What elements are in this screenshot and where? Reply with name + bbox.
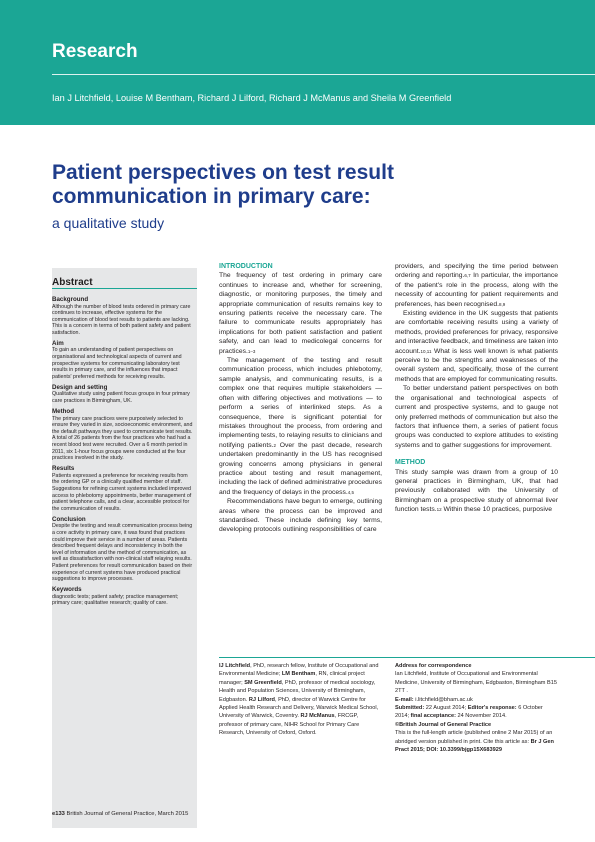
correspondence-heading: Address for correspondence — [395, 663, 472, 669]
body-paragraph: To better understand patient perspectives on both the organisational and technological aspects of current and prospective systems, and to gauge not only preferred methods of communication but also the factors that influence them, a series of patient focus groups was conducted to explore attitudes to existing systems and to gather suggestions for improvement. — [395, 385, 558, 449]
body-paragraph: The management of the testing and result communication process, which includes phlebotomy, sample analysis, and communicating results, is a complex one that requires multiple stakeholders — often with differing objectives and motivations — to perform a series of interlinked steps. As a consequence, there is significant potential for mistakes throughout the process, from ordering and implementing tests, to relaying results to clinicians and notifying patients.$^2$ Over the past decade, research undertaken predominantly in the US has recognised growing concerns among physicians in general practice about testing and result management, including the lack of defined administrative procedures and the frequency of delays in the process.$^{4,5}$ — [219, 357, 382, 496]
method-heading: METHOD — [395, 459, 426, 467]
abstract-section-text: The primary care practices were purposively selected to ensure they varied in size, socioeconomic environment, and the default pathways they used to communicate test results. A total of 26 patients from the four practices who had had a recent blood test were recruited. Over a 6 month period in 2011, six 1-hour focus groups were conducted at the four practices involved in the study. — [52, 415, 193, 462]
abstract-section-text: Qualitative study using patient focus groups in four primary care practices in Birmingham, UK. — [52, 391, 190, 405]
body-column-left — [219, 262, 382, 535]
correspondence-email: E-mail: i.litchfield@bham.ac.uk — [395, 696, 473, 703]
page-footer — [52, 811, 188, 817]
abstract-section-text: Despite the testing and result communication process being a core activity in primary care, it was found that practices could improve their service in a number of areas. Patients described frequent delays and inconsistency in both the level of information and the method of communication, as well as dissatisfaction with non-clinical staff relaying results. Patient preferences for result communication based on their experience of current systems have produced practical suggestions to improve processes. — [52, 523, 193, 583]
abstract-section-label: Aim — [52, 339, 64, 347]
citation-ref: 2 — [273, 442, 276, 448]
abstract-section-label: Results — [52, 465, 75, 473]
introduction-heading: INTRODUCTION — [219, 263, 273, 270]
abstract-section-label: Keywords — [52, 586, 82, 594]
citation-ref: 12 — [436, 507, 442, 513]
abstract-divider — [52, 288, 197, 289]
citation-ref: 4,5 — [347, 489, 354, 495]
author-list: Ian J Litchfield, Louise M Bentham, Richard J Lilford, Richard J McManus and Sheila M Greenfield — [52, 93, 452, 103]
citation-ref: 8,9 — [498, 301, 506, 307]
footnote-divider — [219, 657, 595, 658]
abstract-section-text: To gain an understanding of patient perspectives on organisational and technological aspects of current and prospective systems for communicating laboratory test results in primary care, and the influences that impact patients' preferred methods for receiving results. — [52, 347, 182, 380]
author-affiliations: IJ Litchfield, PhD, research fellow, Institute of Occupational and Environmental Medicine; LM Bentham, RN, clinical project manager; SM Greenfield, PhD, professor of medical sociology, Health and Population Sciences, University of Birmingham, Edgbaston. RJ Lilford, PhD, director of Warwick Centre for Applied Health Research and Delivery, Warwick Medical School, University of Warwick, Coventry. RJ McManus, FRCGP, professor of primary care, NIHR School for Primary Care Research, University of Oxford, Oxford. — [219, 663, 379, 737]
citation-note: This is the full-length article (published online 2 Mar 2015) of an abridged version published in print. Cite this article as: Br J Gen Pract 2015; DOI: 10.3399/bjgp15X683929 — [395, 730, 554, 754]
body-column-right — [395, 262, 558, 515]
article-title: Patient perspectives on test result communication in primary care: — [52, 161, 394, 208]
abstract-results — [52, 463, 194, 512]
article-subtitle: a qualitative study — [52, 215, 165, 231]
citation-ref: 10,11 — [420, 348, 432, 354]
abstract-section-label: Design and setting — [52, 383, 108, 391]
abstract-heading: Abstract — [52, 277, 93, 288]
abstract-method — [52, 406, 194, 462]
banner-divider — [52, 74, 595, 75]
abstract-background — [52, 294, 194, 336]
abstract-conclusion — [52, 514, 194, 583]
section-label: Research — [52, 41, 138, 62]
abstract-section-text: diagnostic tests; patient safety; practice management; primary care; qualitative research; quality of care. — [52, 593, 179, 607]
abstract-body — [52, 294, 194, 608]
body-paragraph: Existing evidence in the UK suggests that patients are comfortable receiving results using a variety of methods, provided preferences for privacy, responsive and interactive feedback, and timeliness are taken into account.$^{10,11}$ What is less well known is what patients perceive to be the strengths and weaknesses of the overall system and, specifically, those of the current methods that are employed for communicating results. — [395, 310, 558, 383]
page-number: e133 — [52, 811, 65, 817]
abstract-aim — [52, 338, 194, 380]
abstract-section-label: Background — [52, 296, 89, 303]
abstract-design — [52, 382, 194, 405]
body-paragraph: This study sample was drawn from a group of 10 general practices in Birmingham, UK, that had previously collaborated with the University of Birmingham on a prospective study of abnormal liver function tests.$^{12}$ Within these 10 practices, purposive — [395, 468, 558, 514]
abstract-section-label: Conclusion — [52, 515, 86, 523]
body-paragraph: Recommendations have begun to emerge, outlining areas where the process can be improved and standardised. These include defining key terms, developing protocols outlining responsibilities of care — [219, 498, 382, 534]
correspondence-block — [395, 662, 558, 754]
citation-ref: 1–3 — [247, 348, 256, 354]
submission-dates: Submitted: 22 August 2014; Editor's response: 6 October 2014; final acceptance: 24 November 2014. — [395, 705, 543, 720]
journal-info: British Journal of General Practice, March 2015 — [64, 811, 189, 817]
body-paragraph: The frequency of test ordering in primary care continues to increase and, whether for screening, diagnostic, or monitoring purposes, the timely and appropriate communication of results remains key to ensuring patients receive the necessary care. The failure to communicate results appropriately has implications for both patient satisfaction and patient safety, and can lead to medicolegal concerns for practices.$^{1-3}$ — [219, 272, 382, 355]
abstract-keywords — [52, 584, 194, 607]
citation-ref: 6,7 — [464, 273, 471, 279]
correspondence-address: Ian Litchfield, Institute of Occupational and Environmental Medicine, University of Birmingham, Edgbaston, Birmingham B15 2TT . — [395, 671, 557, 695]
abstract-section-label: Method — [52, 408, 74, 416]
abstract-section-text: Patients expressed a preference for receiving results from the ordering GP or a clinically qualified member of staff. Suggestions for refining current systems included improved access to phlebotomy appointments, better management of patient telephone calls, and a clear, accessible protocol for the communication of results. — [52, 472, 192, 512]
abstract-section-text: Although the number of blood tests ordered in primary care continues to increase, effective systems for the communication of blood test results to patients are lacking. This is a concern in terms of both patient safety and patient satisfaction. — [52, 303, 191, 336]
copyright-notice: ©British Journal of General Practice — [395, 721, 492, 728]
body-paragraph: providers, and specifying the time period between ordering and reporting.$^{6,7}$ In particular, the importance of the patient's role in the process, along with the necessity of accounting for patient requirements and preferences, has been recognised.$^{8,9}$ — [395, 263, 559, 308]
